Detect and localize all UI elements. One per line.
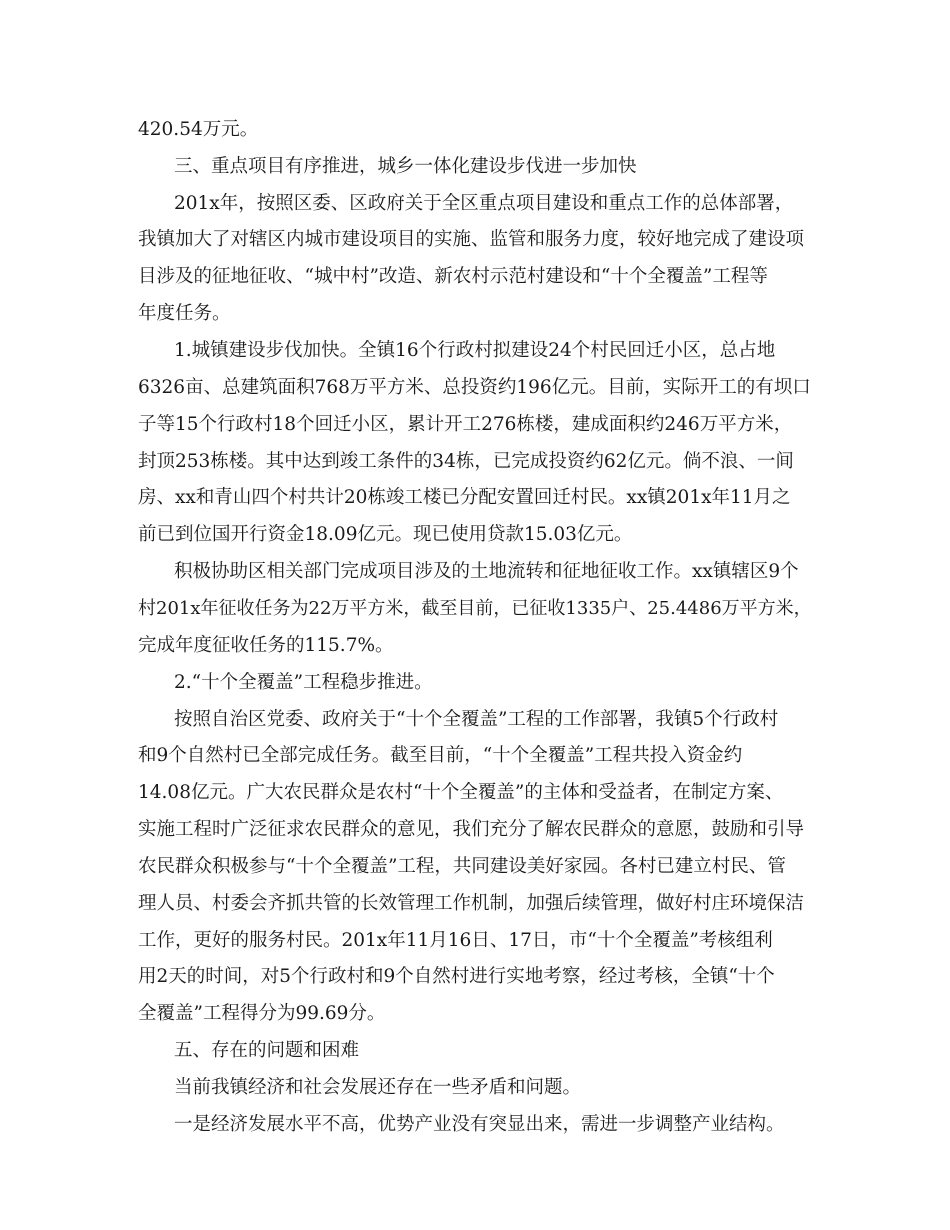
text-line [0, 226, 950, 254]
line-text: 6326亩、总建筑面积768万平方米、总投资约196亿元。目前，实际开工的有坝口 [138, 377, 811, 398]
text-line [0, 632, 950, 660]
text-line [0, 963, 950, 991]
line-text: 全覆盖”工程得分为99.69分。 [138, 1003, 386, 1024]
text-line [0, 1111, 950, 1139]
line-text: 我镇加大了对辖区内城市建设项目的实施、监管和服务力度，较好地完成了建设项 [138, 229, 805, 250]
text-line [0, 742, 950, 770]
line-text: 14.08亿元。广大农民群众是农村“十个全覆盖”的主体和受益者，在制定方案、 [138, 782, 784, 803]
text-line [0, 116, 950, 144]
text-line [0, 1000, 950, 1028]
line-text: 完成年度征收任务的115.7%。 [138, 635, 394, 656]
line-text: 201x年，按照区委、区政府关于全区重点项目建设和重点工作的总体部署， [174, 193, 794, 214]
text-line [0, 853, 950, 881]
section-heading [0, 1037, 950, 1065]
text-line [0, 337, 950, 365]
line-text: 用2天的时间，对5个行政村和9个自然村进行实地考察，经过考核，全镇“十个 [138, 966, 775, 987]
text-line [0, 448, 950, 476]
line-text: 一是经济发展水平不高，优势产业没有突显出来，需进一步调整产业结构。 [174, 1114, 785, 1135]
line-text: 420.54万元。 [138, 119, 259, 140]
line-text: 2.“十个全覆盖”工程稳步推进。 [174, 672, 433, 693]
line-text: 村201x年征收任务为22万平方米，截至目前，已征收1335户、25.4486万平方米， [138, 598, 812, 619]
text-line [0, 374, 950, 402]
text-line [0, 411, 950, 439]
text-line [0, 779, 950, 807]
line-text: 年度任务。 [138, 303, 231, 324]
text-line [0, 1074, 950, 1102]
line-text: 按照自治区党委、政府关于“十个全覆盖”工程的工作部署，我镇5个行政村 [174, 709, 779, 730]
line-text: 理人员、村委会齐抓共管的长效管理工作机制，加强后续管理，做好村庄环境保洁 [138, 893, 805, 914]
line-text: 子等15个行政村18个回迁小区，累计开工276栋楼，建成面积约246万平方米， [138, 414, 793, 435]
text-line [0, 521, 950, 549]
line-text: 和9个自然村已全部完成任务。截至目前，“十个全覆盖”工程共投入资金约 [138, 745, 743, 766]
line-text: 封顶253栋楼。其中达到竣工条件的34栋，已完成投资约62亿元。倘不浪、一间 [138, 451, 794, 472]
section-heading [0, 153, 950, 181]
line-text: 农民群众积极参与“十个全覆盖”工程，共同建设美好家园。各村已建立村民、管 [138, 856, 786, 877]
text-line [0, 595, 950, 623]
text-line [0, 816, 950, 844]
line-text: 积极协助区相关部门完成项目涉及的土地流转和征地征收工作。xx镇辖区9个 [174, 561, 799, 582]
text-line [0, 263, 950, 291]
text-line [0, 558, 950, 586]
line-text: 1.城镇建设步伐加快。全镇16个行政村拟建设24个村民回迁小区，总占地 [174, 340, 776, 361]
line-text: 房、xx和青山四个村共计20栋竣工楼已分配安置回迁村民。xx镇201x年11月之 [138, 487, 791, 508]
text-line [0, 706, 950, 734]
line-text: 目涉及的征地征收、“城中村”改造、新农村示范村建设和“十个全覆盖”工程等 [138, 266, 768, 287]
text-line [0, 927, 950, 955]
text-line [0, 190, 950, 218]
line-text: 实施工程时广泛征求农民群众的意见，我们充分了解农民群众的意愿，鼓励和引导 [138, 819, 805, 840]
line-text: 三、重点项目有序推进，城乡一体化建设步伐进一步加快 [174, 156, 637, 177]
text-line [0, 890, 950, 918]
line-text: 五、存在的问题和困难 [174, 1040, 360, 1061]
text-line [0, 300, 950, 328]
text-line [0, 484, 950, 512]
line-text: 当前我镇经济和社会发展还存在一些矛盾和问题。 [174, 1077, 582, 1098]
line-text: 工作，更好的服务村民。201x年11月16日、17日，市“十个全覆盖”考核组利 [138, 930, 773, 951]
line-text: 前已到位国开行资金18.09亿元。现已使用贷款15.03亿元。 [138, 524, 633, 545]
text-line [0, 669, 950, 697]
